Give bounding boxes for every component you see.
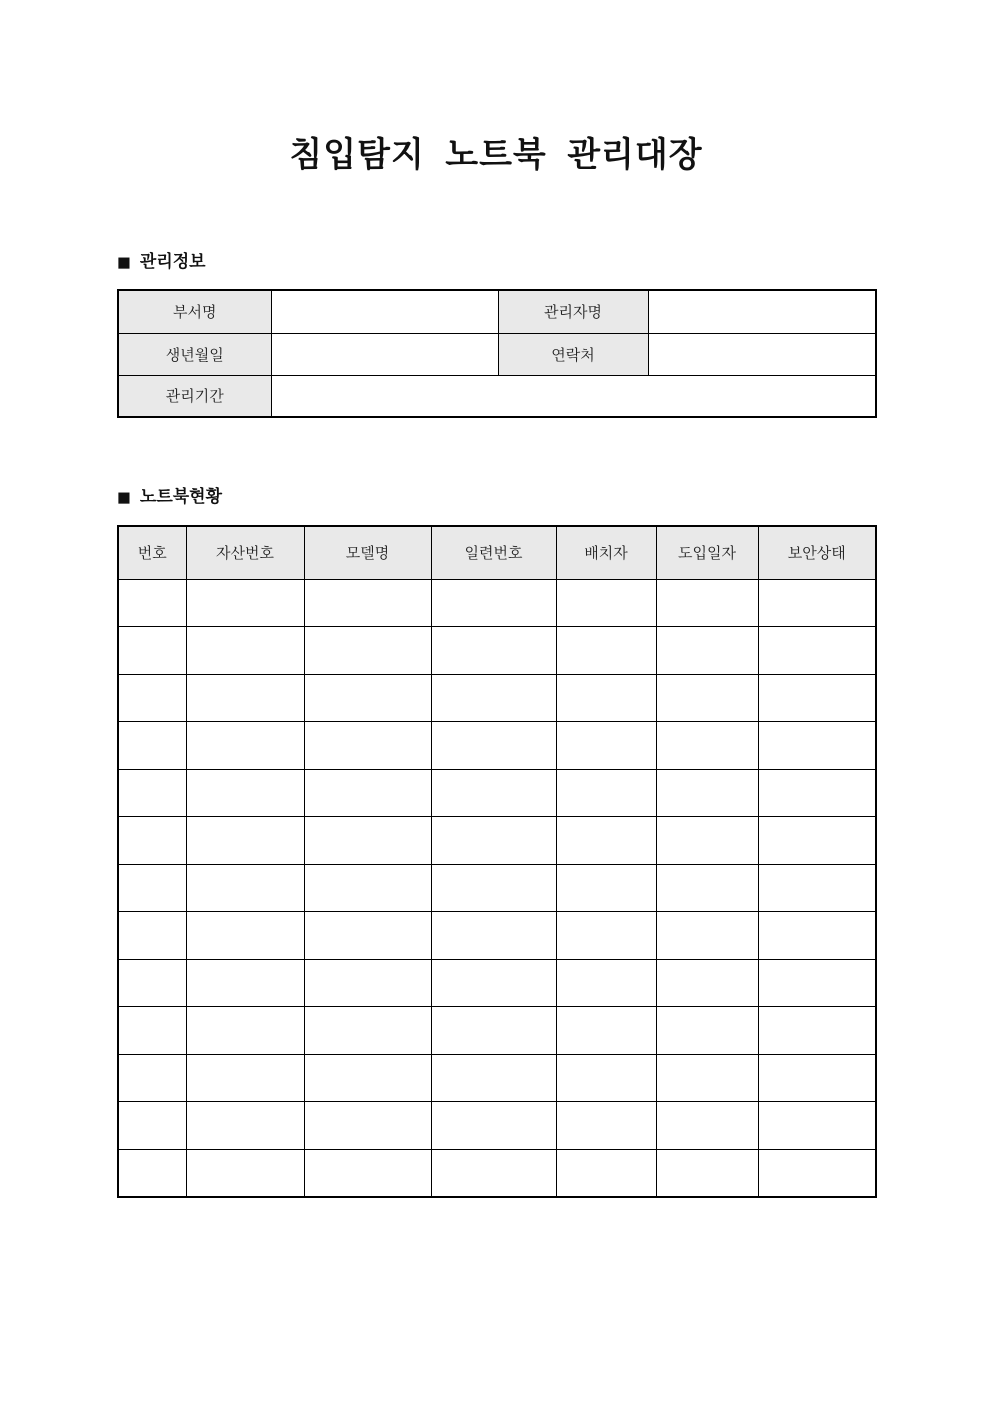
- empty-cell[interactable]: [186, 627, 304, 675]
- empty-cell[interactable]: [556, 722, 656, 770]
- empty-cell[interactable]: [431, 1102, 556, 1150]
- column-header-serial-number: 일련번호: [431, 526, 556, 579]
- management-info-table: [117, 289, 877, 418]
- manager-name-label: 관리자명: [498, 290, 648, 333]
- empty-cell[interactable]: [186, 674, 304, 722]
- empty-cell[interactable]: [304, 1054, 431, 1102]
- column-header-model-name: 모델명: [304, 526, 431, 579]
- empty-cell[interactable]: [431, 959, 556, 1007]
- empty-cell[interactable]: [304, 864, 431, 912]
- empty-cell[interactable]: [556, 1102, 656, 1150]
- empty-cell[interactable]: [186, 959, 304, 1007]
- table-row: [118, 722, 876, 770]
- empty-cell[interactable]: [758, 1149, 876, 1197]
- empty-cell[interactable]: [118, 817, 186, 865]
- empty-cell[interactable]: [556, 912, 656, 960]
- empty-cell[interactable]: [431, 579, 556, 627]
- empty-cell[interactable]: [304, 769, 431, 817]
- empty-cell[interactable]: [304, 912, 431, 960]
- empty-cell[interactable]: [431, 769, 556, 817]
- column-header-asset-number: 자산번호: [186, 526, 304, 579]
- table-row: [118, 864, 876, 912]
- empty-cell[interactable]: [304, 1007, 431, 1055]
- empty-cell[interactable]: [431, 1007, 556, 1055]
- empty-cell[interactable]: [758, 1102, 876, 1150]
- empty-cell[interactable]: [186, 1149, 304, 1197]
- empty-cell[interactable]: [304, 627, 431, 675]
- empty-cell[interactable]: [186, 579, 304, 627]
- table-row: [118, 627, 876, 675]
- empty-cell[interactable]: [656, 627, 758, 675]
- laptop-table-body: [118, 579, 876, 1197]
- empty-cell[interactable]: [304, 1102, 431, 1150]
- laptop-status-table: [117, 525, 877, 1198]
- column-header-security-state: 보안상태: [758, 526, 876, 579]
- empty-cell[interactable]: [656, 817, 758, 865]
- empty-cell[interactable]: [556, 1054, 656, 1102]
- empty-cell[interactable]: [186, 864, 304, 912]
- department-name-value-cell[interactable]: [271, 290, 498, 333]
- section-heading-label: 관리정보: [139, 252, 206, 271]
- empty-cell[interactable]: [656, 1007, 758, 1055]
- empty-cell[interactable]: [656, 674, 758, 722]
- empty-cell[interactable]: [118, 912, 186, 960]
- table-header-row: [118, 526, 876, 579]
- empty-cell[interactable]: [118, 674, 186, 722]
- empty-cell[interactable]: [304, 1149, 431, 1197]
- table-row: [118, 333, 876, 375]
- empty-cell[interactable]: [758, 722, 876, 770]
- empty-cell[interactable]: [556, 579, 656, 627]
- empty-cell[interactable]: [556, 769, 656, 817]
- section-marker-icon: ■: [117, 249, 131, 275]
- column-header-intro-date: 도입일자: [656, 526, 758, 579]
- empty-cell[interactable]: [431, 1054, 556, 1102]
- empty-cell[interactable]: [758, 769, 876, 817]
- page-title: 침입탐지 노트북 관리대장: [289, 136, 703, 174]
- table-row: [118, 290, 876, 333]
- empty-cell[interactable]: [556, 627, 656, 675]
- management-period-value-cell[interactable]: [271, 375, 876, 417]
- table-row: [118, 1007, 876, 1055]
- empty-cell[interactable]: [186, 817, 304, 865]
- empty-cell[interactable]: [118, 1054, 186, 1102]
- empty-cell[interactable]: [186, 769, 304, 817]
- empty-cell[interactable]: [556, 674, 656, 722]
- department-name-label: 부서명: [118, 290, 271, 333]
- empty-cell[interactable]: [186, 1007, 304, 1055]
- empty-cell[interactable]: [431, 912, 556, 960]
- empty-cell[interactable]: [556, 864, 656, 912]
- empty-cell[interactable]: [118, 579, 186, 627]
- empty-cell[interactable]: [556, 1149, 656, 1197]
- empty-cell[interactable]: [431, 1149, 556, 1197]
- empty-cell[interactable]: [656, 1102, 758, 1150]
- empty-cell[interactable]: [431, 674, 556, 722]
- empty-cell[interactable]: [656, 722, 758, 770]
- birth-date-value-cell[interactable]: [271, 333, 498, 375]
- empty-cell[interactable]: [431, 864, 556, 912]
- table-row: [118, 769, 876, 817]
- empty-cell[interactable]: [431, 627, 556, 675]
- empty-cell[interactable]: [758, 1007, 876, 1055]
- table-row: [118, 817, 876, 865]
- empty-cell[interactable]: [758, 674, 876, 722]
- empty-cell[interactable]: [656, 912, 758, 960]
- empty-cell[interactable]: [304, 579, 431, 627]
- empty-cell[interactable]: [118, 769, 186, 817]
- empty-cell[interactable]: [656, 579, 758, 627]
- contact-value-cell[interactable]: [648, 333, 876, 375]
- table-row: [118, 1102, 876, 1150]
- table-row: [118, 579, 876, 627]
- empty-cell[interactable]: [758, 817, 876, 865]
- empty-cell[interactable]: [186, 722, 304, 770]
- management-period-label: 관리기간: [118, 375, 271, 417]
- empty-cell[interactable]: [186, 1102, 304, 1150]
- empty-cell[interactable]: [656, 1149, 758, 1197]
- empty-cell[interactable]: [656, 959, 758, 1007]
- empty-cell[interactable]: [758, 959, 876, 1007]
- empty-cell[interactable]: [656, 864, 758, 912]
- manager-name-value-cell[interactable]: [648, 290, 876, 333]
- section-marker-icon: ■: [117, 484, 131, 510]
- empty-cell[interactable]: [758, 627, 876, 675]
- empty-cell[interactable]: [186, 1054, 304, 1102]
- table-row: [118, 1054, 876, 1102]
- empty-cell[interactable]: [431, 817, 556, 865]
- empty-cell[interactable]: [118, 1149, 186, 1197]
- table-row: [118, 375, 876, 417]
- empty-cell[interactable]: [304, 674, 431, 722]
- empty-cell[interactable]: [758, 864, 876, 912]
- empty-cell[interactable]: [118, 722, 186, 770]
- empty-cell[interactable]: [656, 769, 758, 817]
- section-heading-label: 노트북현황: [139, 487, 223, 506]
- empty-cell[interactable]: [758, 1054, 876, 1102]
- empty-cell[interactable]: [304, 722, 431, 770]
- empty-cell[interactable]: [556, 1007, 656, 1055]
- empty-cell[interactable]: [431, 722, 556, 770]
- empty-cell[interactable]: [118, 627, 186, 675]
- column-header-assignee: 배치자: [556, 526, 656, 579]
- table-row: [118, 674, 876, 722]
- section-heading-laptop-status: [117, 486, 222, 508]
- empty-cell[interactable]: [118, 1007, 186, 1055]
- empty-cell[interactable]: [556, 817, 656, 865]
- birth-date-label: 생년월일: [118, 333, 271, 375]
- column-header-number: 번호: [118, 526, 186, 579]
- empty-cell[interactable]: [556, 959, 656, 1007]
- section-heading-management-info: [117, 251, 206, 273]
- empty-cell[interactable]: [118, 959, 186, 1007]
- empty-cell[interactable]: [118, 1102, 186, 1150]
- table-row: [118, 1149, 876, 1197]
- table-row: [118, 912, 876, 960]
- empty-cell[interactable]: [186, 912, 304, 960]
- empty-cell[interactable]: [656, 1054, 758, 1102]
- empty-cell[interactable]: [758, 912, 876, 960]
- empty-cell[interactable]: [118, 864, 186, 912]
- empty-cell[interactable]: [758, 579, 876, 627]
- empty-cell[interactable]: [304, 817, 431, 865]
- empty-cell[interactable]: [304, 959, 431, 1007]
- contact-label: 연락처: [498, 333, 648, 375]
- table-row: [118, 959, 876, 1007]
